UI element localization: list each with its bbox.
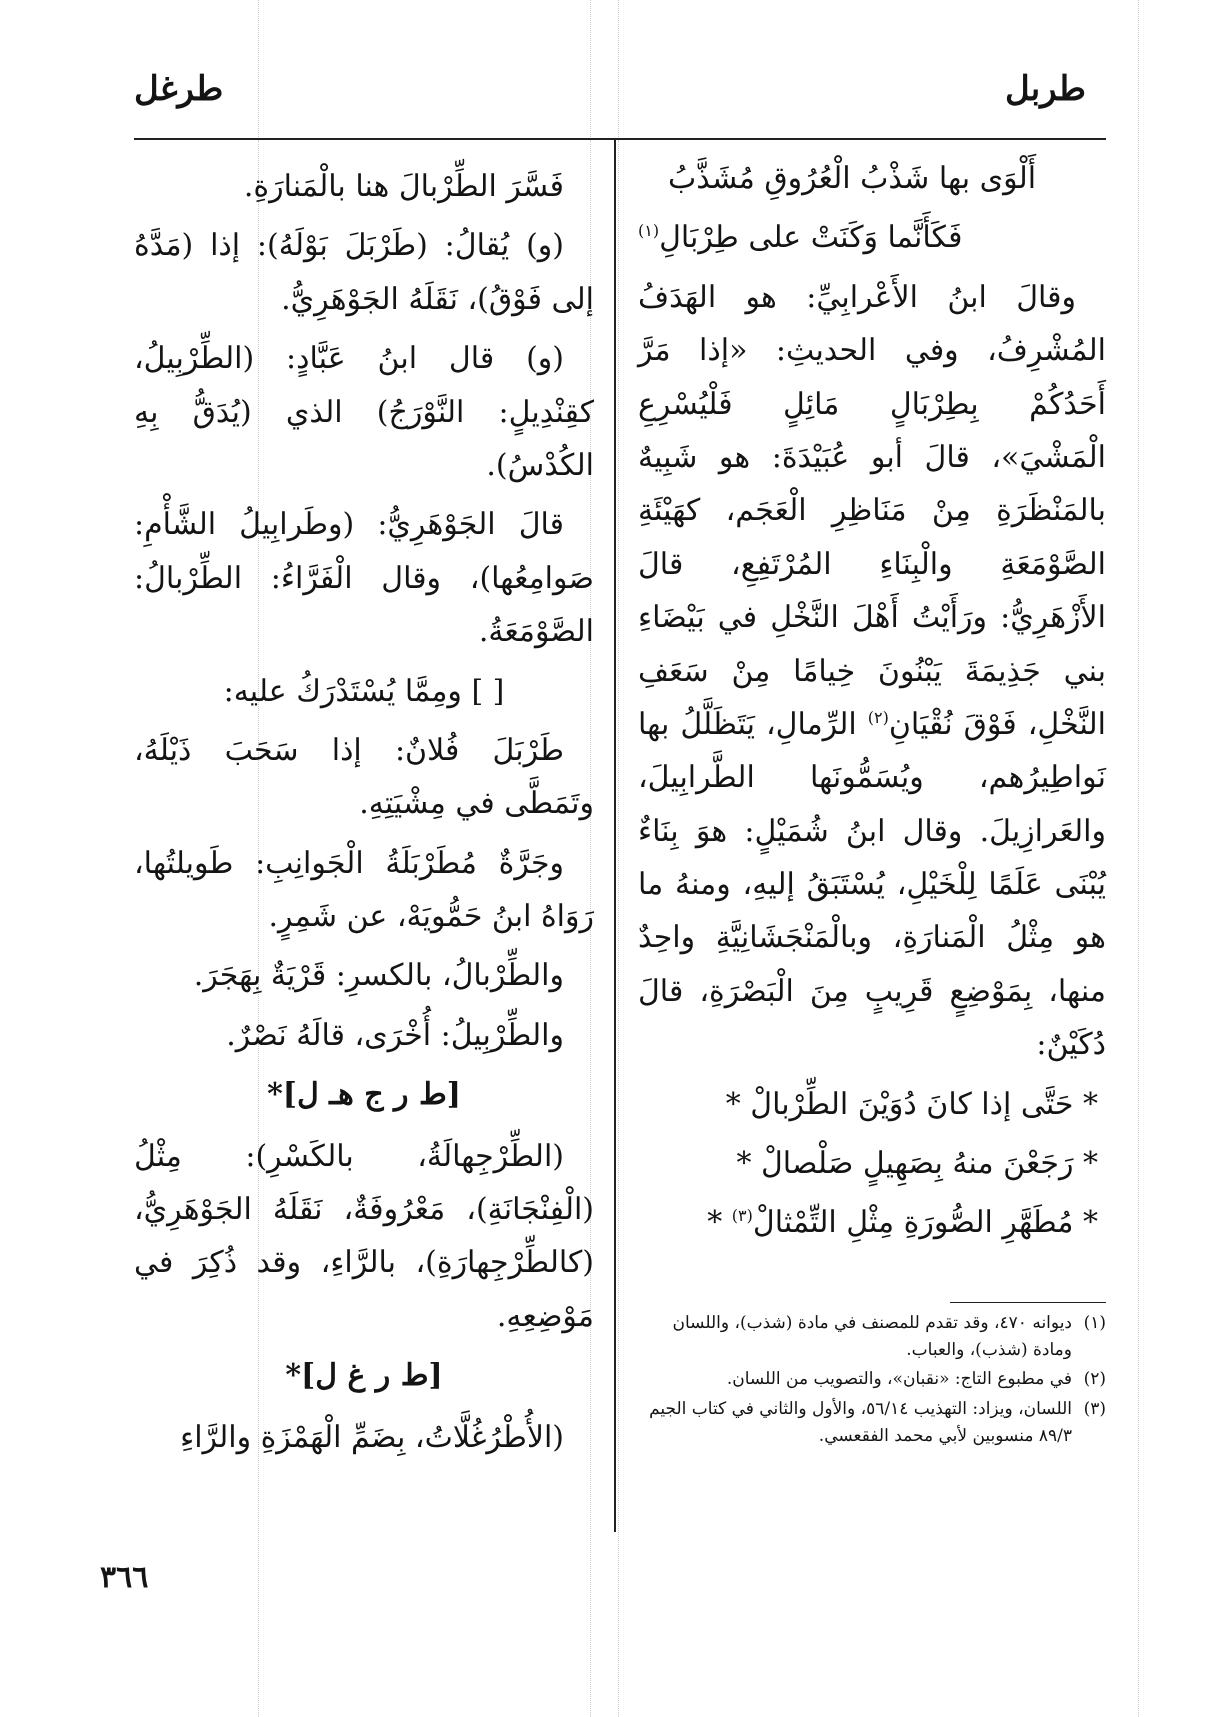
paragraph: فَسَّرَ الطِّرْبالَ هنا بالْمَنارَةِ. xyxy=(243,169,564,204)
footnote-rule xyxy=(950,1302,1106,1303)
verse-line xyxy=(638,152,1106,205)
paragraph: (الأُطْرُغُلَّاتُ، بِضَمِّ الْهَمْزَةِ والرَّاءِ xyxy=(180,1419,564,1455)
rajaz-line: * رَجَعْنَ منهُ بِصَهِيلٍ صَلْصالْ * xyxy=(736,1146,1098,1182)
paragraph: والطِّرْبالُ، بالكسرِ: قَرْيَةٌ بِهَجَرَ. xyxy=(193,958,564,994)
paragraph-text: المُشْرِفُ، وفي الحديثِ: «إذا مَرَّ أَحَدُكُمْ بِطِرْبَالٍ مَائِلٍ فَلْيُسْرِعِ الْمَشْيَ»، قالَ أبو عُبَيْدَةَ: هو شَبِيهٌ بالمَنْظَرَةِ مِنْ مَنَاظِرِ الْعَجَم، كهَيْئَةِ الصَّوْمَعَةِ والْبِنَاءِ المُرْتَفِعِ، قالَ الأَزْهَرِيُّ: ورَأَيْتُ أَهْلَ النَّخْلِ في بَيْضَاءِ بني جَذِيمَةَ يَبْنُونَ خِيامًا مِنْ سَعَفِ النَّخْلِ، فَوْقَ نُقْيَانِ xyxy=(638,333,1106,742)
entry-heading: [ط ر ج هـ ل]* xyxy=(267,1077,461,1113)
paragraph: وجَرَّةٌ مُطَرْبَلَةُ الْجَوانِبِ: طَويلتُها، رَوَاهُ ابنُ حَمُّويَهْ، عن شَمِرٍ. xyxy=(134,845,594,935)
footnote-number: (١) xyxy=(1083,1313,1106,1333)
rajaz-line: * حَتَّى إذا كانَ دُوَيْنَ الطِّرْبالْ * xyxy=(725,1086,1098,1122)
footnote xyxy=(638,1396,1106,1450)
paragraph: قالَ الجَوْهَرِيُّ: (وطَرابِيلُ الشَّأْمِ: صَوامِعُها)، وقال الْفَرَّاءُ: الطِّرْبالُ: الصَّوْمَعَةُ. xyxy=(134,507,594,650)
verse-text: أَلْوَى بها شَذْبُ الْعُرُوقِ مُشَذَّبُ xyxy=(668,161,1037,196)
verse-text: فَكَأَنَّما وَكَنَتْ على طِرْبَالِ xyxy=(659,220,963,256)
rajaz-line xyxy=(638,1196,1106,1249)
footnotes xyxy=(638,1310,1106,1452)
page-number: ٣٦٦ xyxy=(100,1560,149,1595)
column-divider xyxy=(614,138,616,1532)
footnote-ref: (٢) xyxy=(867,707,889,727)
scan-guide-line xyxy=(618,0,619,1717)
footnote-ref: (١) xyxy=(638,221,660,241)
footnote-number: (٢) xyxy=(1083,1369,1106,1390)
footnote-text: في مطبوع التاج: «نقبان»، والتصويب من اللسان. xyxy=(726,1369,1072,1390)
right-column xyxy=(638,152,1106,1256)
scan-guide-line xyxy=(1138,0,1139,1717)
footnote xyxy=(638,1310,1106,1364)
paragraph-text: الرِّمالِ، يَتَظَلَّلُ بها نَواطِيرُهم، ويُسَمُّونَها الطَّرابِيلَ، والعَرازِيلَ. وقال ابنُ شُمَيْلٍ: هوَ بِنَاءٌ يُبْنَى عَلَمًا لِلْخَيْلِ، يُسْتَبَقُ إليهِ، ومنهُ ما هو مِثْلُ الْمَنارَةِ، وبالْمَنْجَشَانِيَّةِ واحِدٌ منها، بِمَوْضِعٍ قَرِيبٍ مِنَ الْبَصْرَةِ، قالَ دُكَيْنٌ: xyxy=(638,706,1106,1063)
paragraph: والطِّرْبِيلُ: أُخْرَى، قالَهُ نَصْرٌ. xyxy=(226,1017,564,1053)
running-head-left: طرغل xyxy=(134,69,224,109)
footnote-text: اللسان، ويزاد: التهذيب ٥٦/١٤، والأول والثاني في كتاب الجيم ٨٩/٣ منسوبين لأبي محمد الفقعسي. xyxy=(649,1398,1072,1446)
verse-line xyxy=(638,211,1106,264)
paragraph-text: وقالَ ابنُ الأَعْرابِيِّ: هو الهَدَفُ xyxy=(638,279,1076,315)
footnote-text: ديوانه ٤٧٠، وقد تقدم للمصنف في مادة (شذب)، واللسان ومادة (شذب)، والعباب. xyxy=(672,1313,1072,1361)
paragraph xyxy=(638,271,1106,1072)
footnote xyxy=(638,1366,1106,1393)
running-head-right: طربل xyxy=(1004,69,1086,109)
footnote-ref: (٣) xyxy=(731,1206,753,1226)
rajaz-text: * مُطَهَّرِ الصُّورَةِ مِثْلِ التِّمْثالْ xyxy=(752,1205,1098,1241)
paragraph: (الطِّرْجِهالَةُ، بالكَسْرِ): مِثْلُ (الْفِنْجَانَةِ)، مَعْرُوفَةٌ، نَقَلَهُ الجَوْهَرِيُّ، (كالطِّرْجِهارَةِ)، بالرَّاءِ، وقد ذُكِرَ في مَوْضِعِهِ. xyxy=(134,1138,594,1334)
paragraph: (و) يُقالُ: (طَرْبَلَ بَوْلَهُ): إذا (مَدَّهُ إلى فَوْقُ)، نَقَلَهُ الجَوْهَرِيُّ. xyxy=(134,228,594,317)
paragraph: [ ] ومِمَّا يُسْتَدْرَكُ عليه: xyxy=(223,673,505,709)
entry-heading: [ط ر غ ل]* xyxy=(285,1358,443,1394)
paragraph: طَرْبَلَ فُلانٌ: إذا سَحَبَ ذَيْلَهُ، وتَمَطَّى في مِشْيَتِهِ. xyxy=(134,732,594,822)
paragraph: (و) قال ابنُ عَبَّادٍ: (الطِّرْبِيلُ، كقِنْدِيلٍ: النَّوْرَجُ) الذي (يُدَقُّ بِهِ الكُدْسُ). xyxy=(134,341,594,483)
rajaz-text: * xyxy=(707,1205,732,1241)
left-column xyxy=(134,160,594,1470)
footnote-number: (٣) xyxy=(1083,1398,1106,1419)
header-rule xyxy=(134,138,1106,140)
